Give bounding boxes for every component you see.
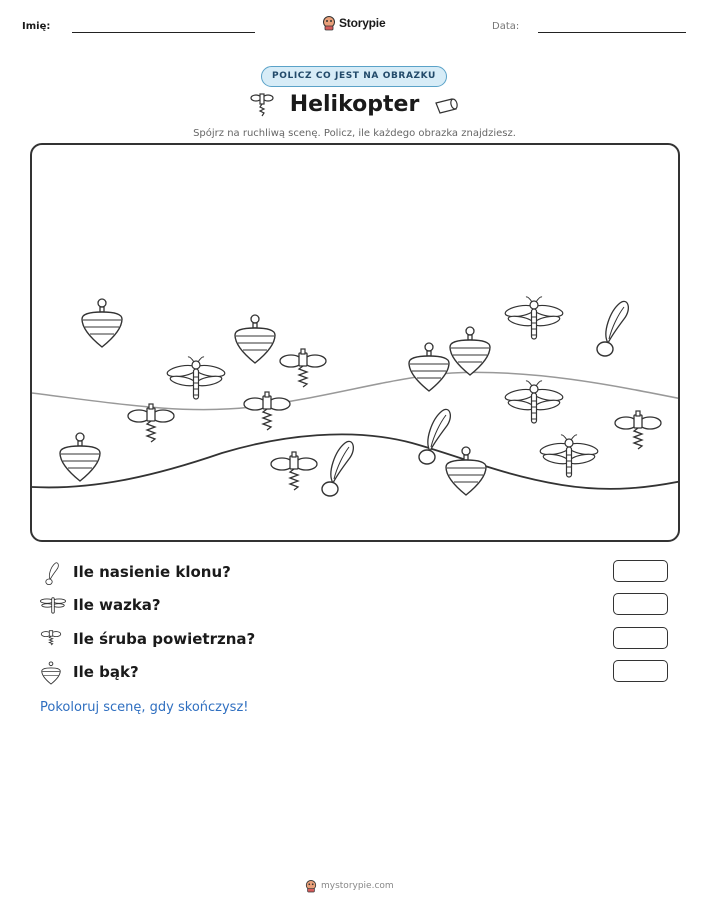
name-field[interactable] [72,32,255,33]
back-hill-line [32,372,680,409]
scene-top-4 [450,327,490,375]
instruction-text: Spójrz na ruchliwą scenę. Policz, ile każdego obrazka znajdziesz. [193,128,516,139]
answer-box-dragonfly[interactable] [613,593,668,615]
scene-dragonfly-3 [504,381,563,423]
tube-icon [432,95,460,117]
question-text: Ile nasienie klonu? [73,563,231,581]
scene-top-6 [446,447,486,495]
scene-top-5 [60,433,100,481]
scene-top-1 [82,299,122,347]
scene-propeller-1 [280,349,326,387]
scene-seed-2 [419,409,450,464]
coloring-instruction: Pokoloruj scenę, gdy skończysz! [40,700,249,715]
brand-name: Storypie [339,16,386,30]
storypie-mascot-icon [305,879,317,893]
scene-propeller-3 [128,404,174,442]
scene-dragonfly-4 [539,435,598,477]
answer-box-seed[interactable] [613,560,668,582]
storypie-mascot-icon [322,15,336,31]
counting-scene [30,143,680,542]
scene-top-2 [235,315,275,363]
question-text: Ile śruba powietrzna? [73,630,256,648]
answer-box-propeller[interactable] [613,627,668,649]
footer-site [305,879,394,893]
scene-seed-1 [597,301,628,356]
propeller-screw-icon [40,628,62,652]
scene-dragonfly-1 [166,357,225,399]
activity-badge: POLICZ CO JEST NA OBRAZKU [261,66,447,87]
scene-seed-3 [322,441,353,496]
footer-url[interactable]: mystorypie.com [321,881,394,891]
question-row-dragonfly [40,593,670,619]
question-row-top [40,660,670,686]
brand-logo [322,13,385,33]
spinning-top-icon [40,661,62,685]
question-text: Ile bąk? [73,663,139,681]
scene-propeller-4 [271,452,317,490]
scene-dragonfly-2 [504,297,563,339]
name-label: Imię: [22,21,51,32]
question-row-propeller [40,627,670,653]
propeller-screw-icon [250,92,274,120]
date-label: Data: [492,21,520,32]
maple-seed-icon [40,561,62,585]
date-field[interactable] [538,32,686,33]
scene-propeller-5 [615,411,661,449]
answer-box-top[interactable] [613,660,668,682]
page-title: Helikopter [289,92,420,117]
scene-top-3 [409,343,449,391]
question-row-seed [40,560,670,586]
dragonfly-icon [40,594,66,616]
question-text: Ile wazka? [73,596,161,614]
scene-propeller-2 [244,392,290,430]
